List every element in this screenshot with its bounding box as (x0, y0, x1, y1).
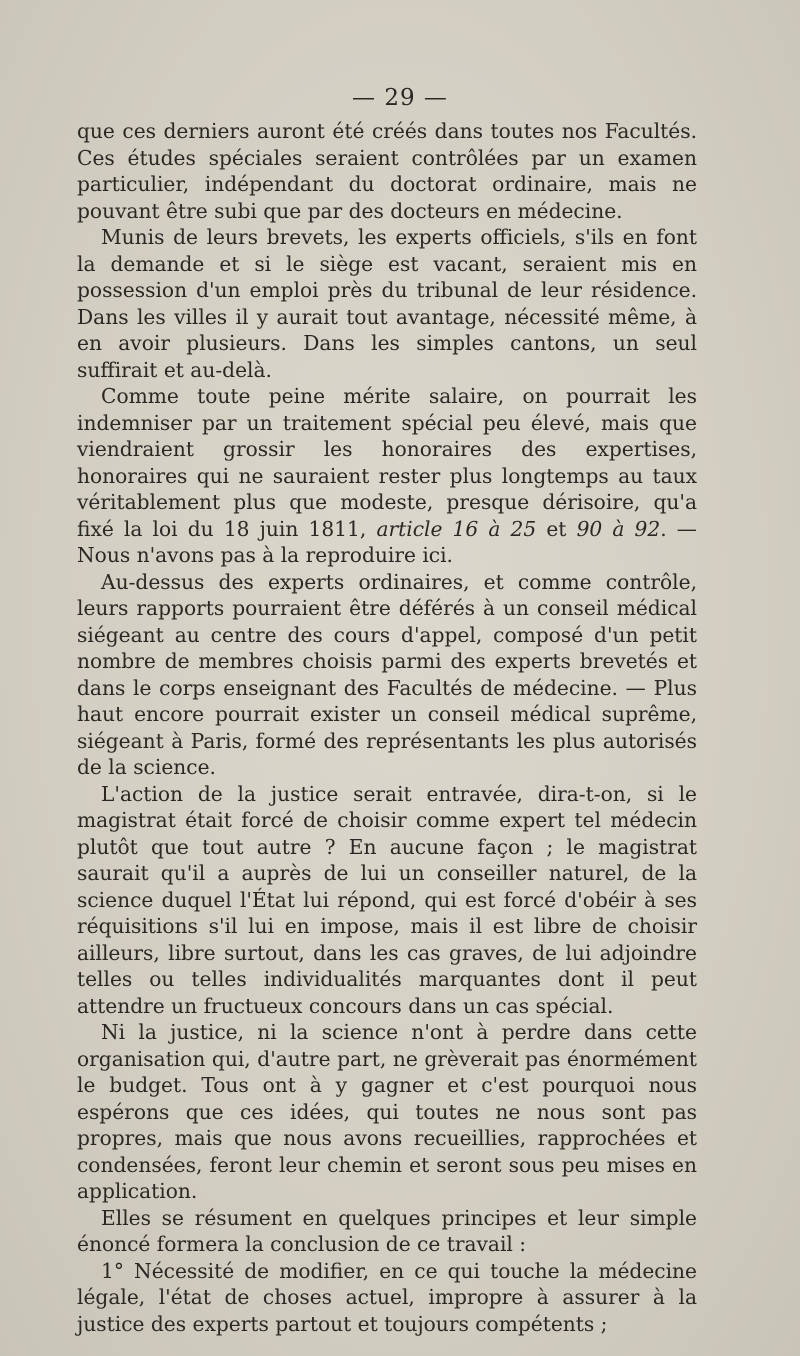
paragraph-8: 1° Nécessité de modifier, en ce qui touche la médecine légale, l'état de choses actuel, impropre à assurer à la justice des experts partout et toujours compétents ; (77, 1258, 697, 1336)
paragraph-1: que ces derniers auront été créés dans toutes nos Facultés. Ces études spéciales seraient contrôlées par un examen particulier, indépendant du doctorat ordinaire, mais ne pouvant être subi que par des docteurs en médecine. (77, 119, 697, 223)
body-text (77, 118, 697, 1337)
salary-text-mid: et (536, 516, 577, 541)
salary-text-before: Comme toute peine mérite salaire, on pourrait les indemniser par un traitement spécial peu élevé, mais que viendraient grossir les honoraires des expertises, honoraires qui ne sauraient rester plus longtemps au taux véritablement plus que modeste, presque dérisoire, qu'a fixé la loi du 18 juin 1811, (77, 384, 697, 541)
paragraph-5: L'action de la justice serait entravée, dira-t-on, si le magistrat était forcé de choisir comme expert tel médecin plutôt que tout autre ? En aucune façon ; le magistrat saurait qu'il a auprès de lui un conseiller naturel, de la science duquel l'État lui répond, qui est forcé d'obéir à ses réquisitions s'il lui en impose, mais il est libre de choisir ailleurs, libre surtout, dans les cas graves, de lui adjoindre telles ou telles individualités marquantes dont il peut attendre un fructueux concours dans un cas spécial. (77, 781, 697, 1018)
paragraph-2: Munis de leurs brevets, les experts officiels, s'ils en font la demande et si le siège est vacant, seraient mis en possession d'un emploi près du tribunal de leur résidence. Dans les villes il y aurait tout avantage, nécessité même, à en avoir plusieurs. Dans les simples cantons, un seul suffirait et au-delà. (77, 225, 697, 382)
law-article-range: 90 à 92 (576, 516, 661, 541)
paragraph-4: Au-dessus des experts ordinaires, et comme contrôle, leurs rapports pourraient être déférés à un conseil médical siégeant au centre des cours d'appel, composé d'un petit nombre de membres choisis parmi des experts brevetés et dans le corps enseignant des Facultés de médecine. — Plus haut encore pourrait exister un conseil médical suprême, siégeant à Paris, formé des représentants les plus autorisés de la science. (77, 569, 697, 779)
law-article-reference: article 16 à 25 (376, 516, 537, 541)
paragraph-3 (77, 383, 697, 569)
page-number: — 29 — (352, 85, 448, 111)
salary-text-after: . — Nous n'avons pas à la reproduire ici. (77, 516, 697, 567)
paragraph-6: Ni la justice, ni la science n'ont à perdre dans cette organisation qui, d'autre part, ne grèverait pas énormément le budget. Tous ont à y gagner et c'est pourquoi nous espérons que ces idées, qui toutes ne nous sont pas propres, mais que nous avons recueillies, rapprochées et condensées, feront leur chemin et seront sous peu mises en application. (77, 1020, 697, 1203)
paragraph-7: Elles se résument en quelques principes et leur simple énoncé formera la conclusion de ce travail : (77, 1205, 697, 1256)
